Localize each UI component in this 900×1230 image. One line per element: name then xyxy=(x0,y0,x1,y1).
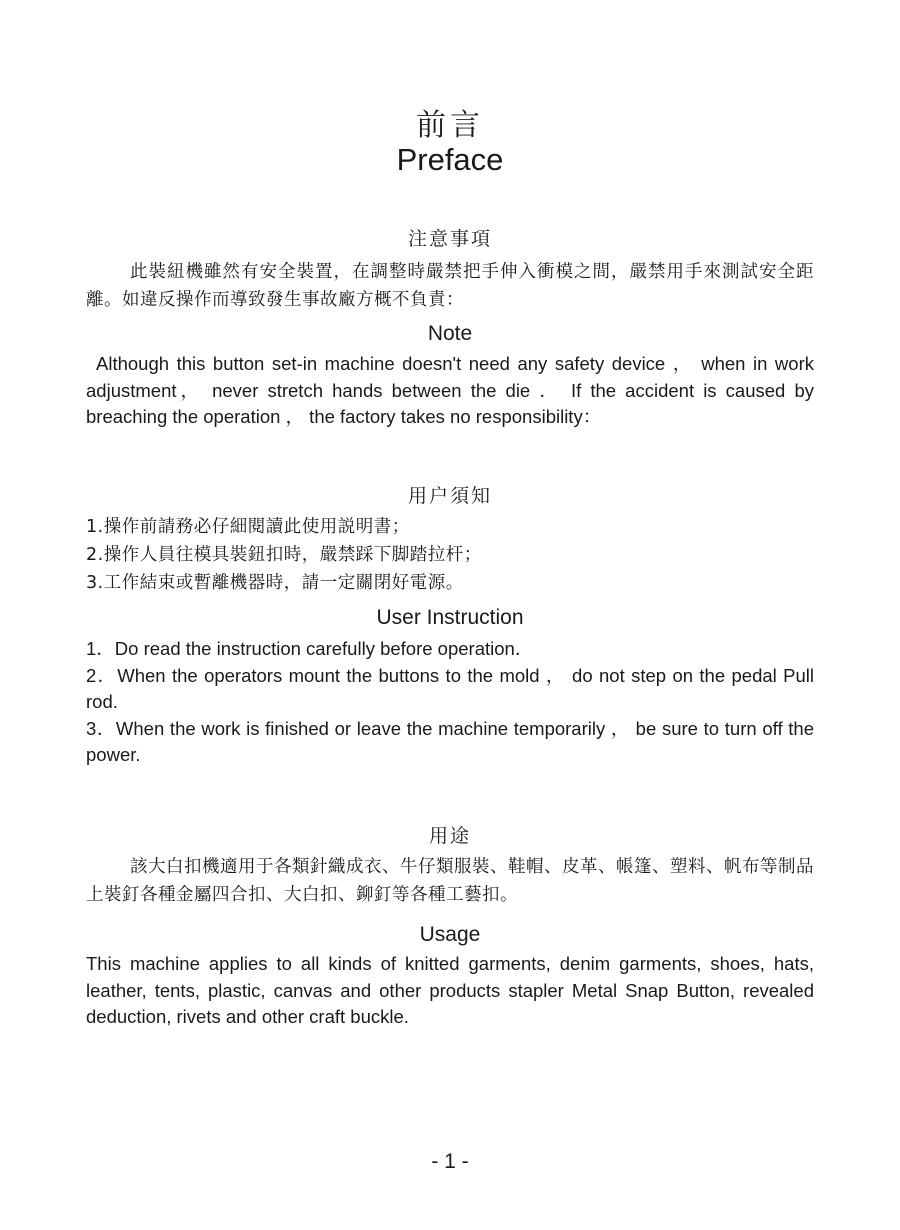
note-body-chinese: 此裝紐機雖然有安全裝置，在調整時嚴禁把手伸入衝模之間，嚴禁用手來測試安全距離。如違反操作而導致發生事故廠方概不負責： xyxy=(86,262,814,310)
user-instruction-list-english xyxy=(86,636,814,769)
user-instruction-item-english: 3．When the work is finished or leave the machine temporarily ， be sure to turn off the power. xyxy=(86,717,814,765)
usage-body-chinese: 該大白扣機適用于各類針織成衣、牛仔類服裝、鞋帽、皮革、帳篷、塑料、帆布等制品上裝釘各種金屬四合扣、大白扣、鉚釘等各種工藝扣。 xyxy=(86,857,814,905)
usage-heading-english: Usage xyxy=(419,923,481,946)
user-instruction-item-chinese: 2.操作人員往模具裝鈕扣時，嚴禁踩下脚踏拉杆； xyxy=(86,545,482,565)
usage-body-english: This machine applies to all kinds of knitted garments, denim garments, shoes, hats, leather, tents, plastic, canvas and other products stapler Metal Snap Button, revealed deduction, rivets and other craft buckle. xyxy=(86,953,814,1027)
user-instruction-list-chinese xyxy=(86,513,814,597)
page-number: - 1 - xyxy=(431,1150,469,1173)
user-instruction-item-english: 2．When the operators mount the buttons to the mold ， do not step on the pedal Pull rod. xyxy=(86,664,814,712)
user-instruction-item-chinese: 1.操作前請務必仔細閱讀此使用説明書； xyxy=(86,517,410,537)
note-body-english: Although this button set-in machine doesn't need any safety device ， when in work adjustment， never stretch hands between the die ． If the accident is caused by breaching the operation ， the factory takes no responsibility： xyxy=(86,353,814,427)
usage-heading-chinese: 用途 xyxy=(428,825,471,847)
user-instruction-item-chinese: 3.工作結束或暫離機器時，請一定關閉好電源。 xyxy=(86,573,464,593)
note-heading-chinese: 注意事項 xyxy=(407,228,492,250)
user-instruction-heading-english: User Instruction xyxy=(376,606,524,629)
user-instruction-heading-chinese: 用户須知 xyxy=(407,485,492,507)
title-chinese: 前言 xyxy=(416,108,484,143)
user-instruction-item-english: 1．Do read the instruction carefully before operation． xyxy=(86,638,534,659)
title-english: Preface xyxy=(396,142,504,177)
note-heading-english: Note xyxy=(427,322,473,345)
